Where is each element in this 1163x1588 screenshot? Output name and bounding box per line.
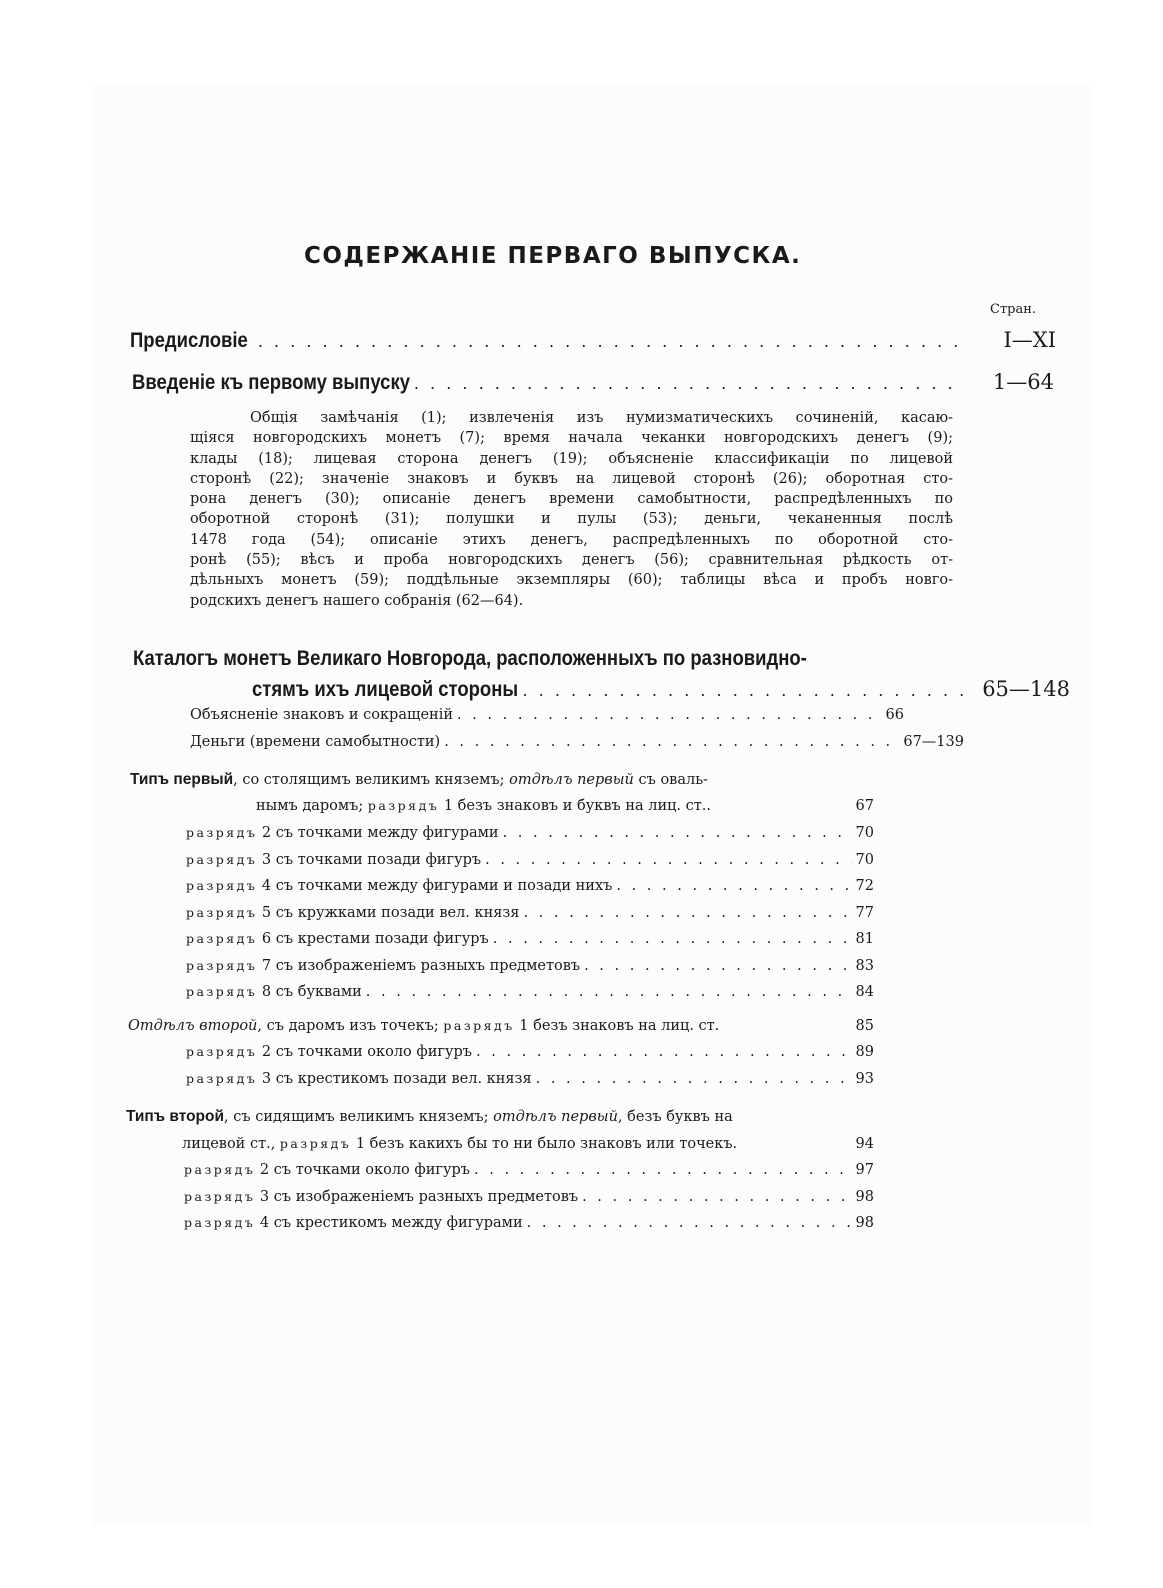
toc-sub-entry[interactable] (186, 931, 874, 947)
toc-page: 85 (855, 1018, 874, 1034)
leader-dots (476, 1044, 852, 1060)
toc-label: 4 съ точками между фигурами и позади нихъ (257, 878, 613, 894)
leader-dots (616, 878, 851, 894)
paragraph-line: щіяся новгородскихъ монетъ (7); время начала чеканки новгородскихъ денегъ (9); (190, 430, 953, 447)
toc-page: 72 (855, 878, 874, 894)
toc-sub-entry[interactable] (186, 1071, 874, 1087)
paragraph-line: клады (18); лицевая сторона денегъ (19); объясненіе классификаціи по лицевой (190, 450, 953, 467)
page-title: СОДЕРЖАНІЕ ПЕРВАГО ВЫПУСКА. (304, 243, 802, 269)
toc-sub-entry[interactable] (256, 798, 874, 814)
toc-label: Предисловіе (130, 329, 248, 352)
intro-summary-paragraph (190, 408, 953, 611)
category-label: разрядъ (186, 1070, 258, 1086)
leader-dots (584, 958, 851, 974)
leader-dots (485, 852, 851, 868)
toc-label: 2 съ точками между фигурами (257, 825, 499, 841)
toc-label: 3 съ крестикомъ позади вел. князя (257, 1070, 532, 1087)
category-label: разрядъ (186, 878, 258, 893)
toc-label: 1 безъ знаковъ и буквъ на лиц. ст.. (439, 798, 712, 814)
toc-label: 5 съ кружками позади вел. князя (257, 904, 520, 921)
toc-page: 67—139 (903, 734, 964, 750)
toc-label: 8 съ буквами (257, 984, 362, 1000)
leader-dots (522, 681, 964, 700)
toc-label: 6 съ крестами позади фигуръ (257, 931, 489, 947)
toc-page: 89 (855, 1044, 874, 1060)
toc-label: , съ даромъ изъ точекъ; (257, 1018, 444, 1034)
category-label: разрядъ (184, 1215, 256, 1230)
toc-page: 97 (855, 1162, 874, 1178)
category-label: разрядъ (186, 904, 258, 920)
toc-page: 84 (855, 984, 874, 1000)
toc-sub-entry[interactable] (184, 1162, 874, 1178)
toc-sub-entry[interactable] (184, 1215, 874, 1231)
leader-dots (258, 332, 970, 351)
toc-page: 81 (855, 931, 874, 947)
paragraph-line: родскихъ денегъ нашего собранія (62—64). (190, 592, 524, 609)
toc-entry-division2[interactable] (128, 1018, 874, 1034)
paragraph-line: Общія замѣчанія (1); извлеченія изъ нумизматическихъ сочиненій, касаю- (250, 410, 953, 426)
page-column-header: Стран. (990, 302, 1037, 317)
type-description: , со столящимъ великимъ княземъ; (233, 772, 510, 788)
toc-label: 2 съ точками около фигуръ (255, 1162, 471, 1178)
leader-dots (503, 825, 852, 841)
toc-page: 94 (855, 1136, 874, 1152)
leader-dots (523, 905, 851, 921)
category-label: разрядъ (184, 1162, 256, 1177)
category-label: разрядъ (186, 1044, 258, 1059)
leader-dots (414, 374, 959, 393)
toc-label: стямъ ихъ лицевой стороны (252, 678, 519, 701)
toc-label: нымъ даромъ; (256, 798, 368, 814)
leader-dots (493, 931, 852, 947)
leader-dots (366, 984, 852, 1000)
toc-page: I—XI (1003, 328, 1056, 352)
leader-dots (444, 734, 893, 750)
toc-entry-catalog[interactable] (252, 677, 1070, 702)
paragraph-line: оборотной сторонѣ (31); полушки и пулы (53); деньги, чеканенныя послѣ (190, 511, 953, 528)
category-label: разрядъ (186, 825, 258, 840)
toc-sub-entry[interactable] (190, 707, 904, 723)
toc-label: 1 безъ какихъ бы то ни было знаковъ или точекъ. (351, 1136, 738, 1152)
toc-sub-entry[interactable] (186, 1044, 874, 1060)
leader-dots (527, 1215, 852, 1231)
paragraph-line: 1478 года (54); описаніе этихъ денегъ, распредѣленныхъ по оборотной сто- (190, 531, 953, 548)
toc-sub-entry[interactable] (182, 1136, 874, 1152)
category-label: разрядъ (184, 1188, 256, 1204)
category-label: разрядъ (186, 984, 258, 999)
toc-sub-entry[interactable] (184, 1189, 874, 1205)
category-label: разрядъ (186, 851, 258, 867)
toc-label: 4 съ крестикомъ между фигурами (255, 1215, 523, 1231)
leader-dots (457, 707, 876, 723)
toc-sub-entry[interactable] (186, 852, 874, 868)
type-description: съ оваль- (633, 772, 708, 788)
division-label: отдѣлъ первый (493, 1109, 618, 1125)
toc-label: 2 съ точками около фигуръ (257, 1044, 473, 1060)
toc-page: 70 (855, 825, 874, 841)
leader-dots (536, 1071, 852, 1087)
toc-page: 67 (855, 798, 874, 814)
toc-label: Введеніе къ первому выпуску (132, 371, 410, 394)
toc-sub-entry[interactable] (186, 825, 874, 841)
division-label: отдѣлъ первый (509, 772, 634, 788)
leader-dots (474, 1162, 852, 1178)
category-label: разрядъ (443, 1018, 515, 1033)
division-label: Отдѣлъ второй (128, 1018, 258, 1034)
paragraph-line: сторонѣ (22); значеніе знаковъ и буквъ на лицевой сторонѣ (26); оборотная сто- (190, 470, 953, 487)
leader-dots (582, 1189, 851, 1205)
type2-heading (126, 1108, 733, 1126)
toc-label-catalog-line1[interactable]: Каталогъ монетъ Великаго Новгорода, расположенныхъ по разновидно- (133, 647, 807, 670)
toc-page: 77 (855, 904, 874, 921)
paragraph-line: дѣльныхъ монетъ (59); поддѣльные экземпляры (60); таблицы вѣса и пробъ новго- (190, 572, 953, 589)
category-label: разрядъ (186, 957, 258, 973)
toc-label: 7 съ изображеніемъ разныхъ предметовъ (257, 957, 581, 974)
toc-page: 70 (855, 851, 874, 868)
type-label: Типъ первый (130, 771, 234, 788)
toc-page: 98 (855, 1215, 874, 1231)
category-label: разрядъ (186, 931, 258, 946)
toc-label: лицевой ст., (182, 1136, 280, 1152)
toc-page: 1—64 (992, 370, 1054, 394)
toc-label: 3 съ точками позади фигуръ (257, 851, 482, 868)
toc-page: 83 (855, 957, 874, 974)
category-label: разрядъ (367, 798, 440, 813)
toc-sub-entry[interactable] (190, 734, 964, 750)
paragraph-line: рона денегъ (30); описаніе денегъ времени самобытности, распредѣленныхъ по (190, 491, 953, 508)
type-description: , съ сидящимъ великимъ княземъ; (224, 1109, 494, 1125)
toc-label: 3 съ изображеніемъ разныхъ предметовъ (255, 1188, 579, 1205)
toc-label: Деньги (времени самобытности) (190, 734, 441, 750)
toc-sub-entry[interactable] (186, 984, 874, 1000)
toc-sub-entry[interactable] (186, 905, 874, 921)
paragraph-line: ронѣ (55); вѣсъ и проба новгородскихъ денегъ (56); сравнительная рѣдкость от- (190, 552, 953, 569)
toc-label: 1 безъ знаковъ на лиц. ст. (514, 1018, 720, 1034)
toc-label: Объясненіе знаковъ и сокращеній (190, 707, 453, 723)
toc-page: 93 (855, 1070, 874, 1087)
category-label: разрядъ (279, 1136, 352, 1151)
toc-sub-entry[interactable] (186, 958, 874, 974)
toc-entry-preface[interactable] (130, 328, 1056, 353)
toc-page: 66 (885, 707, 904, 723)
toc-page: 98 (855, 1188, 874, 1205)
toc-sub-entry[interactable] (186, 878, 874, 894)
type-label: Типъ второй (126, 1108, 225, 1125)
type-description: , безъ буквъ на (617, 1109, 733, 1125)
toc-page: 65—148 (982, 677, 1070, 701)
type1-heading (130, 771, 708, 789)
toc-entry-intro[interactable] (132, 370, 1054, 395)
